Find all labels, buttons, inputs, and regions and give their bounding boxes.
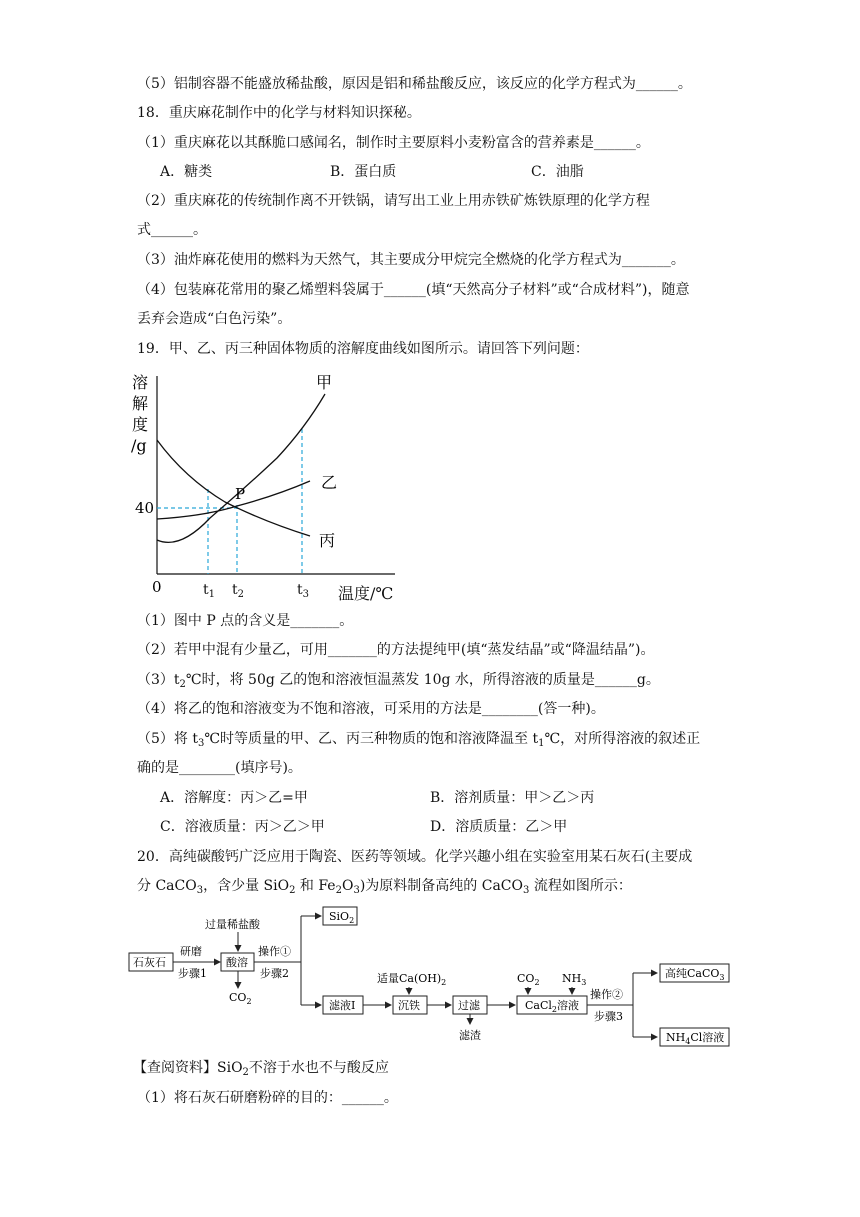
q18-part2-line2: 式______。 (137, 222, 207, 238)
y-axis-label-1: 溶 (132, 373, 149, 392)
q18-option-b: B．蛋白质 (330, 164, 397, 180)
q20-stem-line2: 分 CaCO$_3$，含少量 SiO$_2$ 和 $Fe_2O_3$)为原料制备高纯的 CaCO$_3$ 流程如图所示： (137, 878, 632, 896)
q18-part4-line1: （4）包装麻花常用的聚乙烯塑料袋属于______(填“天然高分子材料”或“合成材料”)，随意 (137, 282, 690, 298)
y-axis-label-4: /g (131, 436, 147, 455)
q19-part1: （1）图中 P 点的含义是_______。 (137, 613, 354, 629)
curve-bing (157, 440, 310, 536)
q18-part1: （1）重庆麻花以其酥脆口感闻名，制作时主要原料小麦粉富含的营养素是______。 (137, 135, 650, 151)
q18-part2-line1: （2）重庆麻花的传统制作离不开铁锅，请写出工业上用赤铁矿炼铁原理的化学方程 (137, 193, 650, 209)
q19-part5-line2: 确的是________(填序号)。 (137, 760, 302, 776)
label-step1: 步骤1 (178, 967, 207, 980)
q17-part5: （5）铝制容器不能盛放稀盐酸，原因是铝和稀盐酸反应，该反应的化学方程式为______。 (137, 76, 692, 92)
q19-part4: （4）将乙的饱和溶液变为不饱和溶液，可采用的方法是________(答一种)。 (137, 701, 605, 717)
q18-stem: 18．重庆麻花制作中的化学与材料知识探秘。 (137, 105, 421, 121)
q18-part4-line2: 丢弃会造成“白色污染”。 (137, 311, 292, 327)
x-axis-label: 温度/℃ (338, 584, 394, 603)
curve-label-yi: 乙 (321, 473, 338, 492)
point-p-label: P (235, 485, 246, 503)
x-tick-t3: $t_3$ (297, 582, 310, 600)
label-grind: 研磨 (180, 945, 202, 958)
label-co2-a: $CO_2$ (229, 991, 252, 1006)
curve-label-jia: 甲 (316, 373, 333, 392)
label-nh3: $NH_3$ (562, 972, 587, 987)
curve-label-bing: 丙 (319, 531, 336, 550)
label-pure-caco3: 高纯CaCO$_3$ (665, 967, 725, 982)
reference-note: 【查阅资料】SiO$_2$不溶于水也不与酸反应 (133, 1060, 389, 1078)
q18-part3: （3）油炸麻花使用的燃料为天然气，其主要成分甲烷完全燃烧的化学方程式为_______。 (137, 252, 685, 268)
label-residue: 滤渣 (459, 1029, 481, 1042)
label-acid-dissolve: 酸溶 (226, 956, 248, 969)
q20-stem-line1: 20．高纯碳酸钙广泛应用于陶瓷、医药等领域。化学兴趣小组在实验室用某石灰石(主要成 (137, 849, 693, 865)
label-co2-b: $CO_2$ (517, 972, 540, 987)
q19-option-b: B．溶剂质量：甲＞乙＞丙 (430, 790, 595, 806)
label-precip-iron: 沉铁 (398, 999, 420, 1012)
q18-option-c: C．油脂 (531, 164, 584, 180)
q19-part2: （2）若甲中混有少量乙，可用_______的方法提纯甲(填“蒸发结晶”或“降温结晶”)。 (137, 642, 655, 658)
q19-option-c: C．溶液质量：丙＞乙＞甲 (160, 819, 325, 835)
q20-part1: （1）将石灰石研磨粉碎的目的：______。 (137, 1090, 398, 1106)
label-op1: 操作① (258, 945, 291, 958)
x-tick-t2: $t_2$ (232, 582, 245, 600)
label-limestone: 石灰石 (133, 956, 166, 969)
label-excess-hcl: 过量稀盐酸 (205, 918, 260, 931)
y-tick-40: 40 (135, 499, 155, 517)
label-nh4cl-solution: $NH_4Cl$溶液 (666, 1031, 725, 1046)
label-filtrate1: 滤液I (329, 999, 356, 1012)
label-sio2: SiO$_2$ (329, 910, 355, 925)
y-axis-label-3: 度 (132, 415, 149, 434)
label-filter: 过滤 (458, 999, 480, 1012)
process-flowchart (125, 902, 740, 1052)
label-cacl2-solution: CaCl$_2$溶液 (525, 999, 580, 1014)
q19-option-a: A．溶解度：丙＞乙=甲 (160, 790, 308, 806)
q19-option-d: D．溶质质量：乙＞甲 (430, 819, 568, 835)
q19-stem: 19．甲、乙、丙三种固体物质的溶解度曲线如图所示。请回答下列问题： (137, 341, 589, 357)
label-caoh2: 适量$Ca(OH)_2$ (377, 972, 447, 987)
label-step2: 步骤2 (260, 967, 289, 980)
y-axis-label-2: 解 (132, 394, 149, 413)
q19-part3: $(3)t_2℃$时，将 50g 乙的饱和溶液恒温蒸发 10g 水，所得溶液的质量是______g。 (137, 672, 660, 690)
q18-option-a: A．糖类 (160, 164, 213, 180)
q19-part5-line1: （5）将 $t_3℃$时等质量的甲、乙、丙三种物质的饱和溶液降温至 $t_1℃$，对所得溶液的叙述正 (137, 731, 701, 749)
x-tick-t1: $t_1$ (203, 582, 216, 600)
curve-yi (157, 481, 310, 519)
label-step3: 步骤3 (594, 1010, 623, 1023)
origin-label: 0 (152, 578, 162, 596)
label-op2: 操作② (590, 988, 623, 1001)
